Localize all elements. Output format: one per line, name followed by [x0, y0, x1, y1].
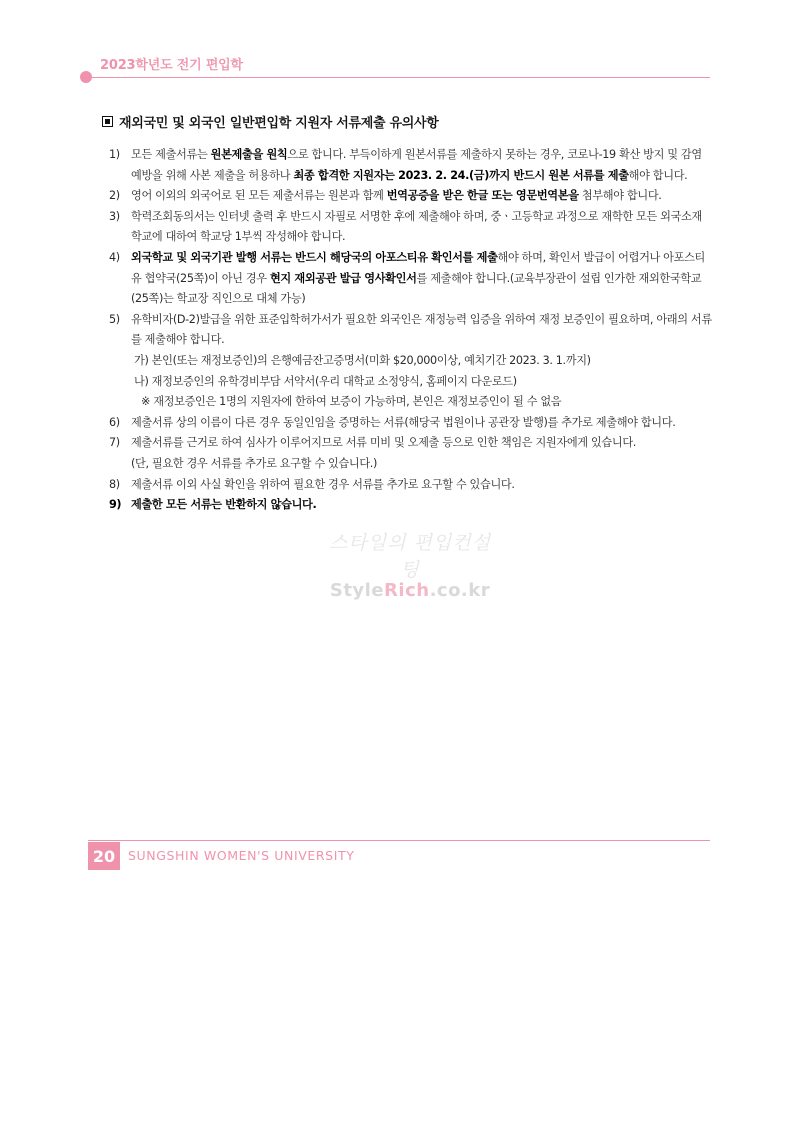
list-item: [109, 145, 712, 186]
item-text: 외국학교 및 외국기관 발행 서류는 반드시 해당국의 아포스티유 확인서를 제출해야 하며, 확인서 발급이 어렵거나 아포스티유 협약국(25쪽)이 아닌 경우 현지 재외공관 발급 영사확인서를 제출해야 합니다.(교육부장관이 설립 인가한 재외한국학교(25쪽)는 학교장 직인으로 대체 가능): [131, 250, 706, 306]
watermark-script: 스타일의 편입컨설팅: [329, 532, 491, 581]
item-text: 제출서류 이외 사실 확인을 위하여 필요한 경우 서류를 추가로 요구할 수 있습니다.: [131, 477, 515, 491]
page-number: 20: [88, 842, 120, 870]
list-item: [109, 186, 712, 207]
watermark: [325, 528, 495, 601]
list-item: [109, 413, 712, 434]
item-text: 영어 이외의 외국어로 된 모든 제출서류는 원본과 함께 번역공증을 받은 한글 또는 영문번역본을 첨부해야 합니다.: [131, 189, 662, 203]
header-title: 2023학년도 전기 편입학: [100, 58, 243, 73]
item-number: 7): [109, 436, 120, 450]
list-item: [109, 433, 712, 474]
item-text: 유학비자(D-2)발급을 위한 표준입학허가서가 필요한 외국인은 재정능력 입증을 위하여 재정 보증인이 필요하며, 아래의 서류를 제출해야 합니다. 가) 본인(또는 재정보증인)의 은행예금잔고증명서(미화 $20,000이상, 예치기간 2023. 3. 1.까지) 나) 재정보증인의 유학경비부담 서약서(우리 대학교 소정양식, 홈페이지 다운로드) ※ 재정보증인은 1명의 지원자에 한하여 보증이 가능하며, 본인은 재정보증인이 될 수 없음: [131, 310, 712, 413]
item-text: 모든 제출서류는 원본제출을 원칙으로 합니다. 부득이하게 원본서류를 제출하지 못하는 경우, 코로나-19 확산 방지 및 감염 예방을 위해 사본 제출을 허용하나 최종 합격한 지원자는 2023. 2. 24.(금)까지 반드시 원본 서류를 제출해야 합니다.: [131, 148, 702, 182]
square-bullet-icon: [102, 116, 113, 127]
sub-item: 가) 본인(또는 재정보증인)의 은행예금잔고증명서(미화 $20,000이상, 예치기간 2023. 3. 1.까지): [134, 353, 591, 367]
notice-list: [109, 145, 712, 516]
footer-rule: [88, 840, 710, 841]
section-heading-text: 재외국민 및 외국인 일반편입학 지원자 서류제출 유의사항: [119, 116, 439, 131]
item-number: 2): [109, 189, 120, 203]
item-number: 5): [109, 312, 120, 326]
section-heading: [102, 112, 712, 131]
notice-section: [102, 112, 712, 516]
item-number: 1): [109, 148, 120, 161]
item-text: 제출한 모든 서류는 반환하지 않습니다.: [131, 498, 317, 512]
footer-university: SUNGSHIN WOMEN'S UNIVERSITY: [128, 848, 355, 863]
item-number: 6): [109, 415, 120, 429]
header-rule: [88, 77, 710, 78]
item-number: 9): [109, 498, 122, 512]
list-item: [109, 207, 712, 248]
item-text: 제출서류를 근거로 하여 심사가 이루어지므로 서류 미비 및 오제출 등으로 인한 책임은 지원자에게 있습니다. (단, 필요한 경우 서류를 추가로 요구할 수 있습니다.): [131, 436, 637, 470]
item-number: 4): [109, 250, 120, 264]
item-text: 학력조회동의서는 인터넷 출력 후 반드시 자필로 서명한 후에 제출해야 하며, 중ㆍ고등학교 과정으로 재학한 모든 외국소재 학교에 대하여 학교당 1부씩 작성해야 합니다.: [131, 209, 702, 244]
watermark-url: StyleRich.co.kr: [329, 580, 491, 601]
sub-item: 나) 재정보증인의 유학경비부담 서약서(우리 대학교 소정양식, 홈페이지 다운로드): [134, 374, 517, 388]
list-item: [109, 475, 712, 496]
list-item: [109, 495, 712, 516]
note-item: ※ 재정보증인은 1명의 지원자에 한하여 보증이 가능하며, 본인은 재정보증인이 될 수 없음: [141, 395, 562, 409]
item-number: 8): [109, 477, 120, 491]
item-text: 제출서류 상의 이름이 다른 경우 동일인임을 증명하는 서류(해당국 법원이나 공관장 발행)를 추가로 제출해야 합니다.: [131, 415, 676, 429]
list-item: [109, 310, 712, 413]
item-number: 3): [109, 209, 120, 223]
list-item: [109, 248, 712, 310]
